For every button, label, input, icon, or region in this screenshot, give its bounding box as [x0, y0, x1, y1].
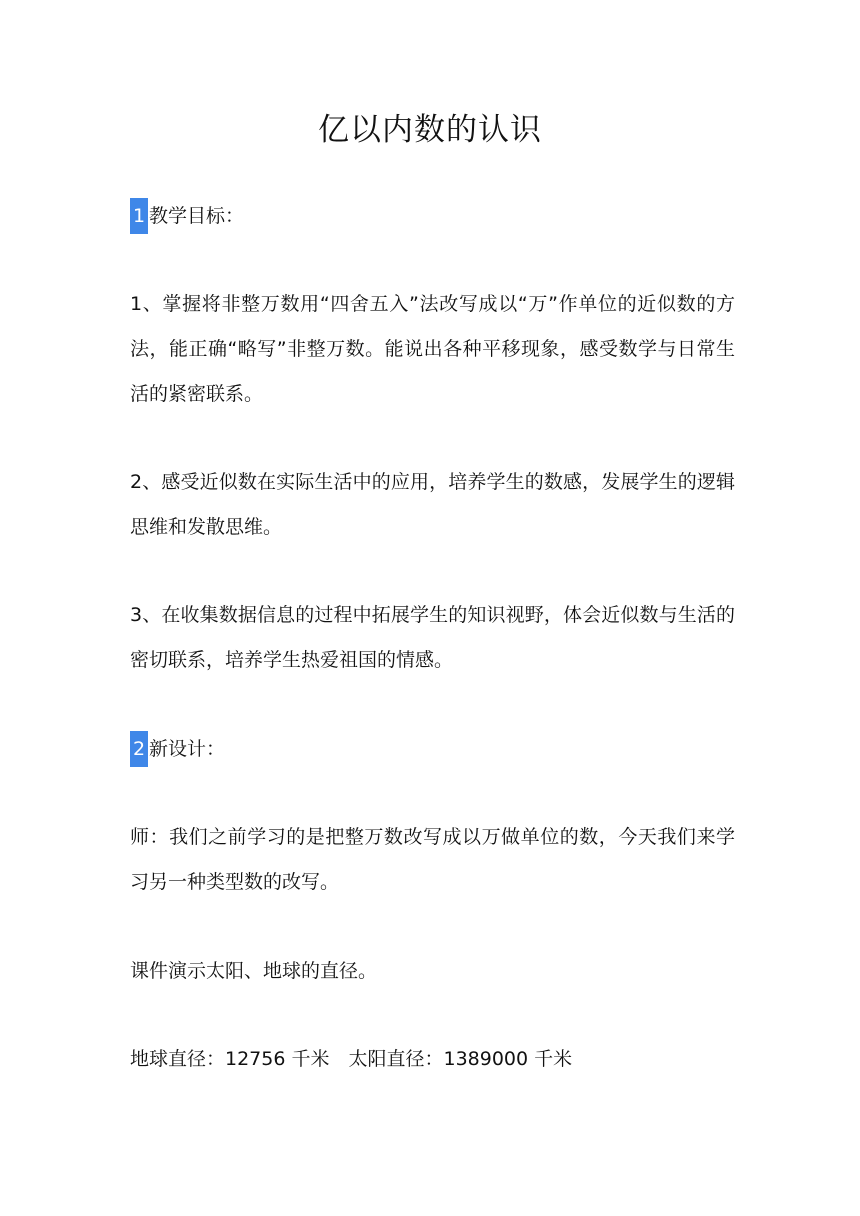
- objective-paragraph-3: 3、在收集数据信息的过程中拓展学生的知识视野，体会近似数与生活的密切联系，培养学生热爱祖国的情感。: [130, 604, 735, 671]
- section-number: 1: [130, 198, 148, 234]
- section-heading-new-design: [130, 731, 225, 767]
- section-heading-objectives: [130, 198, 244, 234]
- design-paragraph-1: 师：我们之前学习的是把整万数改写成以万做单位的数，今天我们来学习另一种类型数的改写。: [130, 826, 735, 893]
- section-label: 新设计：: [149, 738, 226, 760]
- section-number: 2: [130, 731, 148, 767]
- section-label: 教学目标：: [149, 205, 245, 227]
- objective-paragraph-2: 2、感受近似数在实际生活中的应用，培养学生的数感，发展学生的逻辑思维和发散思维。: [130, 471, 735, 538]
- design-paragraph-2: 课件演示太阳、地球的直径。: [130, 960, 378, 982]
- design-paragraph-3: 地球直径：12756 千米 太阳直径：1389000 千米: [130, 1048, 573, 1070]
- objective-paragraph-1: 1、掌握将非整万数用“四舍五入”法改写成以“万”作单位的近似数的方法，能正确“略写”非整万数。能说出各种平移现象，感受数学与日常生活的紧密联系。: [130, 293, 735, 405]
- document-title: 亿以内数的认识: [318, 112, 542, 148]
